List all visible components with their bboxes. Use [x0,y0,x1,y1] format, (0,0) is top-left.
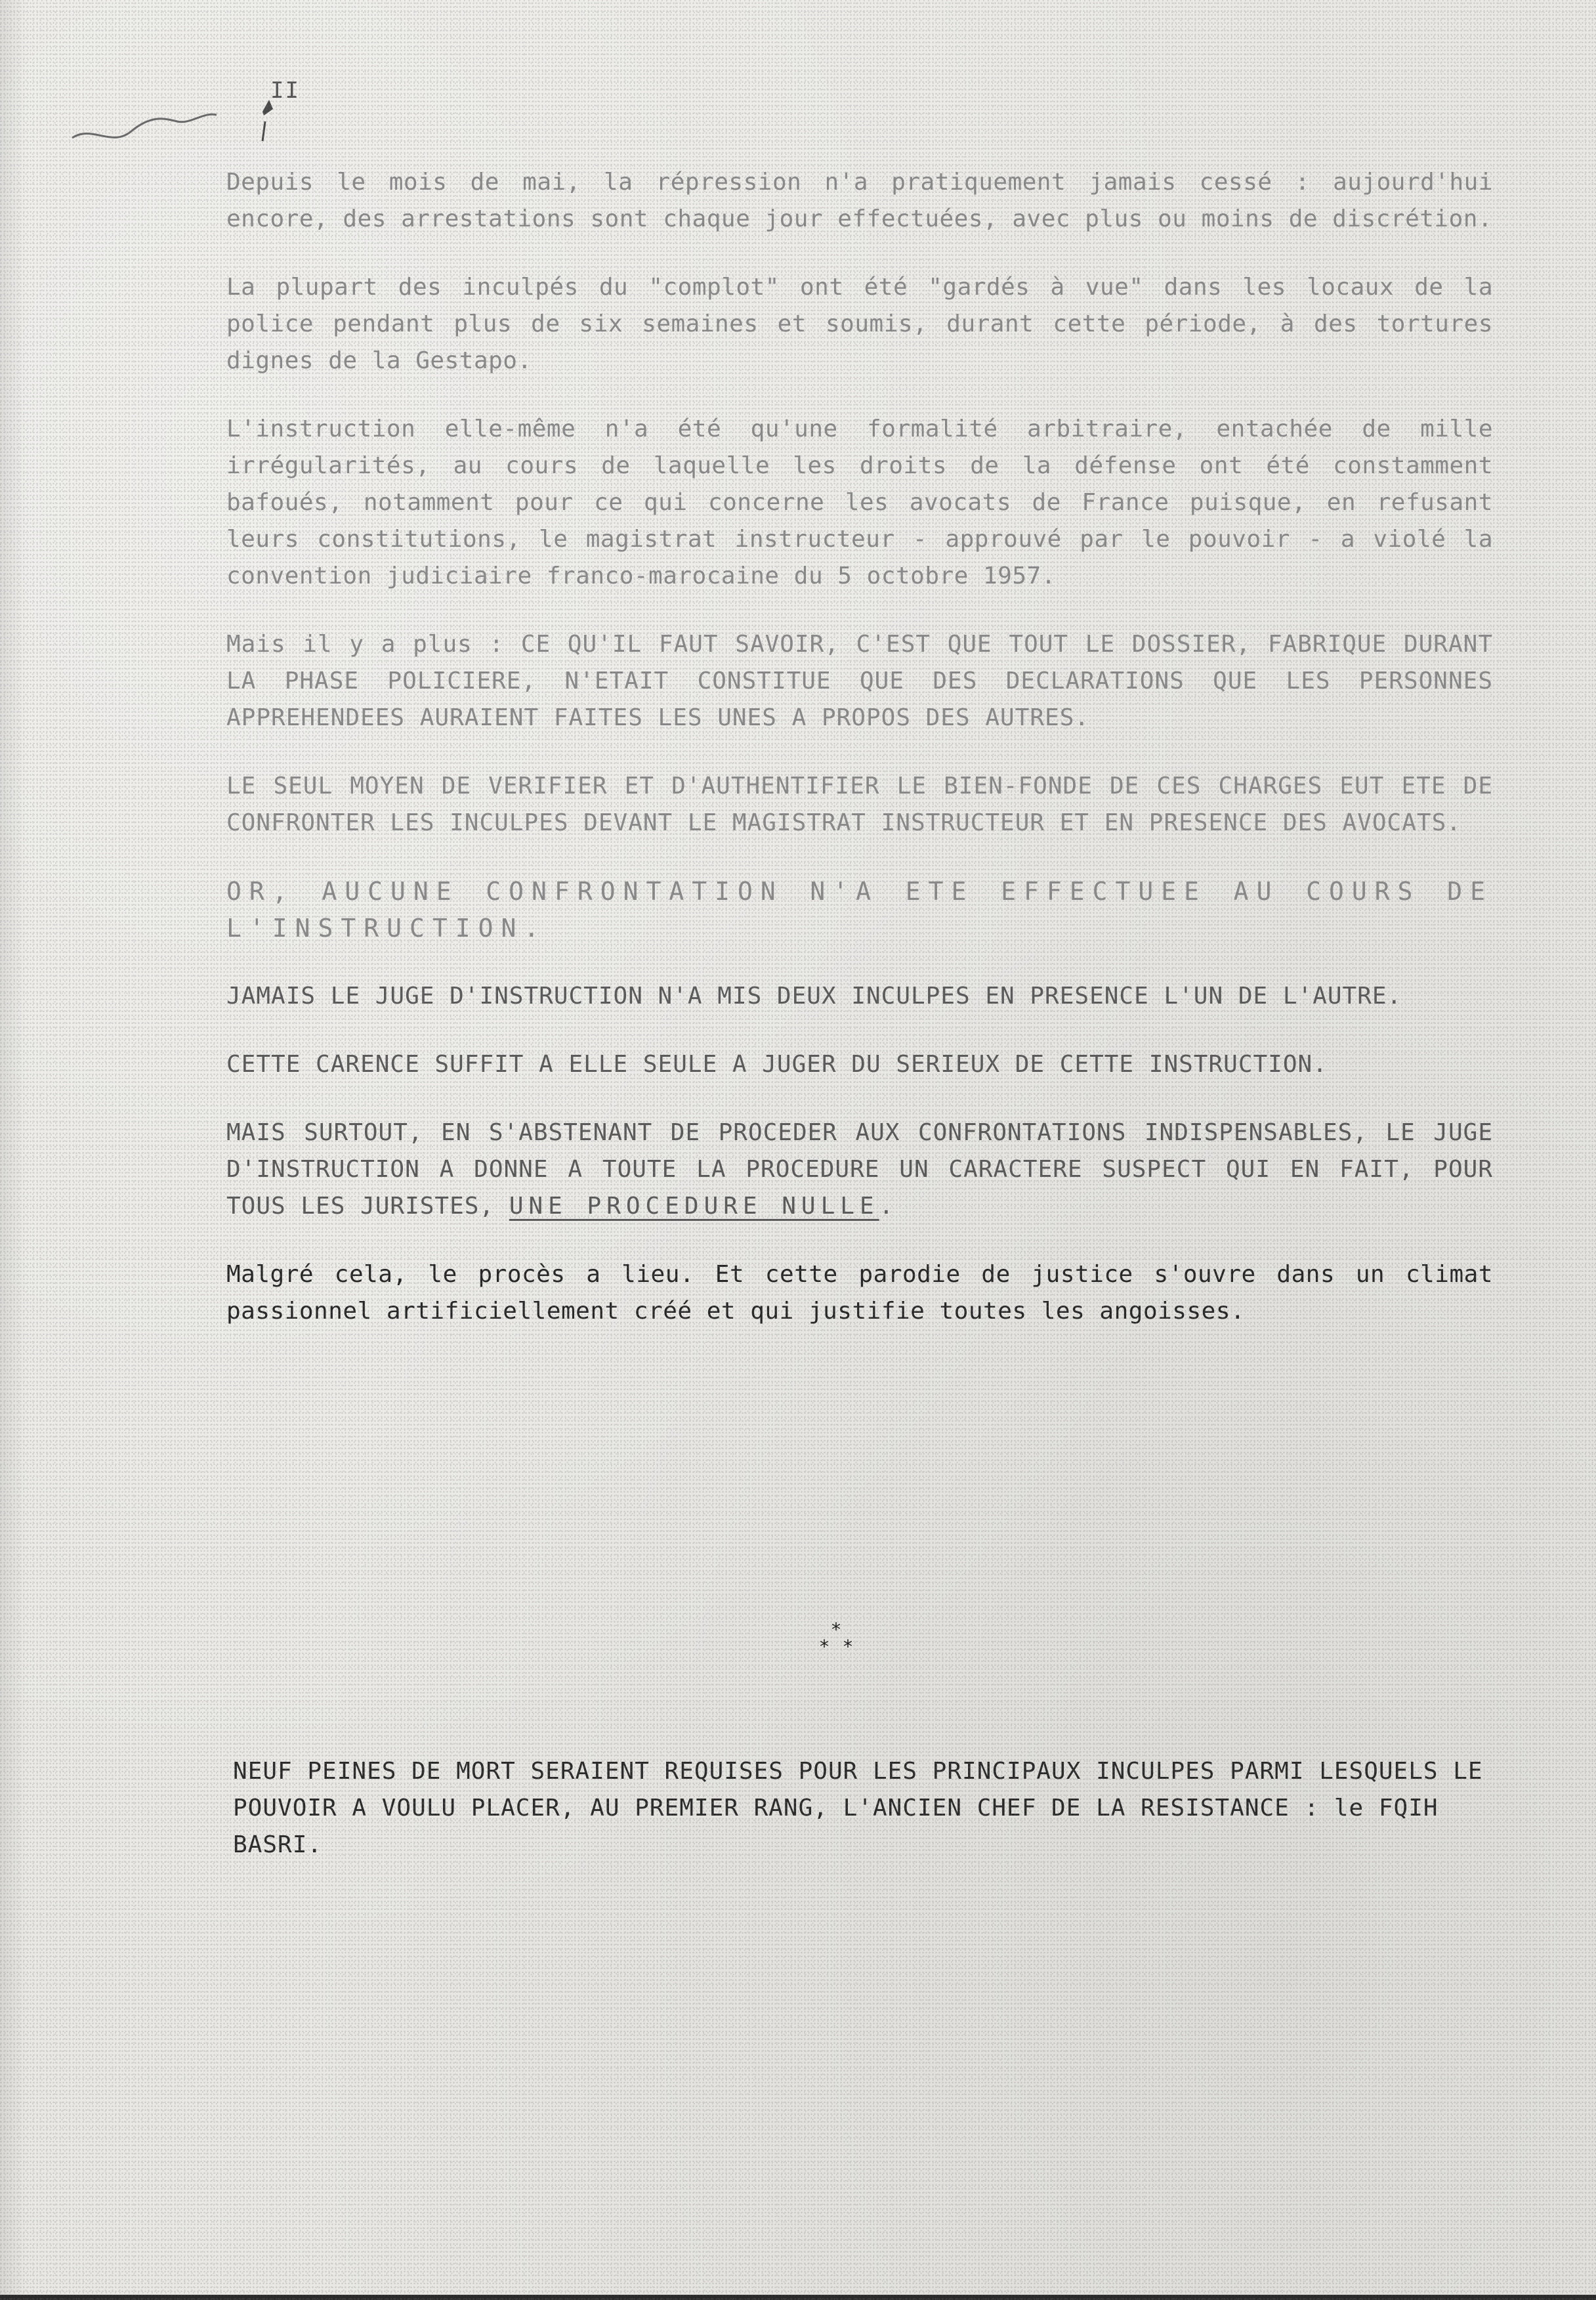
scan-bottom-edge [0,2295,1596,2300]
section-separator [810,1621,876,1669]
handwritten-mark [66,85,302,164]
paragraph-repression: Depuis le mois de mai, la répression n'a pratiquement jamais cessé : aujourd'hui encore, des arrestations sont chaque jour effectuées, avec plus ou moins de discrétion. [226,169,1493,232]
svg-text:*: * [831,1621,843,1640]
paragraph-surtout [226,1115,1493,1225]
paragraph-jamais: JAMAIS LE JUGE D'INSTRUCTION N'A MIS DEUX INCULPES EN PRESENCE L'UN DE L'AUTRE. [226,983,1402,1010]
conclusion-punctuation: . [879,1193,894,1220]
paragraph-dossier: Mais il y a plus : CE QU'IL FAUT SAVOIR, C'EST QUE TOUT LE DOSSIER, FABRIQUE DURANT LA PHASE POLICIERE, N'ETAIT CONSTITUE QUE DES DECLARATIONS QUE LES PERSONNES APPREHENDEES AURAIENT FAITES LES UNES A PROPOS DES AUTRES. [226,631,1493,731]
scan-edge-shadow [0,0,26,2300]
paragraph-instruction: L'instruction elle-même n'a été qu'une formalité arbitraire, entachée de mille irrégularités, au cours de laquelle les droits de la défense ont été constamment bafoués, notamment pour ce qui concerne les avocats de France puisque, en refusant leurs constitutions, le magistrat instructeur - approuvé par le pouvoir - a violé la convention judiciaire franco-marocaine du 5 octobre 1957. [226,415,1493,589]
svg-text:*: * [820,1636,831,1657]
final-paragraph: NEUF PEINES DE MORT SERAIENT REQUISES POUR LES PRINCIPAUX INCULPES PARMI LESQUELS LE POUVOIR A VOULU PLACER, AU PREMIER RANG, L'ANCIEN CHEF DE LA RESISTANCE : le FQIH BASRI. [233,1758,1483,1858]
paragraph-carence: CETTE CARENCE SUFFIT A ELLE SEULE A JUGER DU SERIEUX DE CETTE INSTRUCTION. [226,1051,1328,1078]
paragraph-aucune-confrontation: OR, AUCUNE CONFRONTATION N'A ETE EFFECTUEE AU COURS DE L'INSTRUCTION. [226,877,1493,943]
asterism-icon [810,1621,876,1661]
underlined-conclusion: UNE PROCEDURE NULLE [509,1193,879,1220]
svg-text:*: * [843,1636,855,1657]
body-text [226,164,1493,1361]
page-number: II [270,77,300,104]
paragraph-garde-a-vue: La plupart des inculpés du "complot" ont été "gardés à vue" dans les locaux de la police pendant plus de six semaines et soumis, durant cette période, à des tortures dignes de la Gestapo. [226,274,1493,374]
paragraph-seul-moyen: LE SEUL MOYEN DE VERIFIER ET D'AUTHENTIFIER LE BIEN-FONDE DE CES CHARGES EUT ETE DE CONFRONTER LES INCULPES DEVANT LE MAGISTRAT INSTRUCTEUR ET EN PRESENCE DES AVOCATS. [226,773,1493,836]
paragraph-surtout-text: MAIS SURTOUT, EN S'ABSTENANT DE PROCEDER AUX CONFRONTATIONS INDISPENSABLES, LE JUGE D'INSTRUCTION A DONNE A TOUTE LA PROCEDURE UN CARACTERE SUSPECT QUI EN FAIT, POUR TOUS LES JURISTES, [226,1119,1493,1220]
paragraph-malgre-cela: Malgré cela, le procès a lieu. Et cette parodie de justice s'ouvre dans un climat passionnel artificiellement créé et qui justifie toutes les angoisses. [226,1261,1493,1325]
